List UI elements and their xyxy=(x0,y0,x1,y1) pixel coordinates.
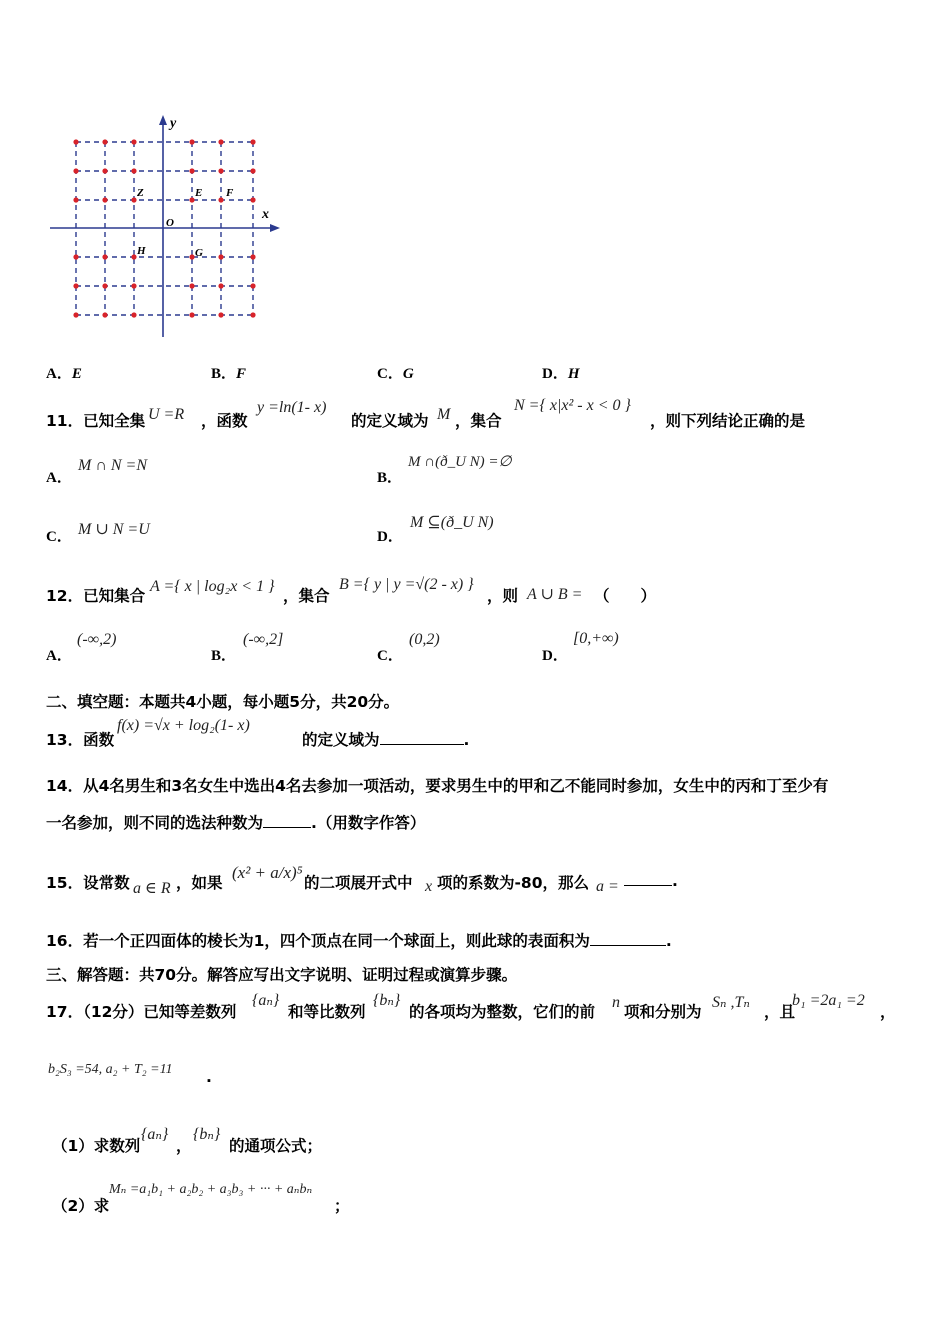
grid-point xyxy=(218,283,223,288)
q11-option-d-math: M ⊆(ð_U N) xyxy=(410,514,494,531)
q15-end: . xyxy=(672,872,678,890)
q16-text: 16．若一个正四面体的棱长为1，四个顶点在同一个球面上，则此球的表面积为 xyxy=(46,932,590,950)
q17-sub2-text-a: （2）求 xyxy=(52,1197,110,1215)
grid-point xyxy=(102,312,107,317)
grid-point xyxy=(131,168,136,173)
q11-option-a-label: A． xyxy=(46,470,72,486)
q17-text-4: 项和分别为 xyxy=(624,1003,702,1021)
q11-math-4: N ={ x|x² - x < 0 } xyxy=(514,397,631,414)
q17-line-2-end: . xyxy=(206,1068,212,1086)
q11-option-b-math: M ∩(ð_U N) =∅ xyxy=(408,454,512,470)
q14-line-2b: .（用数字作答） xyxy=(311,814,426,832)
grid-point xyxy=(189,312,194,317)
q13-text-1: 13．函数 xyxy=(46,731,115,749)
q15-text-3: 的二项展开式中 xyxy=(304,874,413,892)
q13-answer-blank xyxy=(380,730,464,745)
point-label-e: E xyxy=(195,187,203,199)
grid-point xyxy=(73,312,78,317)
grid-point xyxy=(102,139,107,144)
grid-point xyxy=(131,312,136,317)
q15-text-2: ，如果 xyxy=(176,874,223,892)
grid-point xyxy=(189,254,194,259)
grid-point xyxy=(131,139,136,144)
q12-option-c-math: (0,2) xyxy=(409,631,440,648)
q11-text-5: ，则下列结论正确的是 xyxy=(650,412,806,430)
q12-option-d-math: [0,+∞) xyxy=(573,630,619,647)
q17-sub1-text-a: （1）求数列 xyxy=(52,1137,141,1155)
q12-option-d-label: D． xyxy=(542,648,568,664)
grid-point xyxy=(218,254,223,259)
grid-point xyxy=(189,197,194,202)
grid-point xyxy=(218,139,223,144)
q12-text-4: （ ） xyxy=(594,587,657,605)
q17-text-3: 的各项均为整数，它们的前 xyxy=(409,1003,596,1021)
q13-math-1: f(x) =√x + log₂(1- x) xyxy=(117,717,250,734)
q17-sub1-math-1: {aₙ} xyxy=(141,1126,169,1143)
grid-point xyxy=(102,197,107,202)
grid-point xyxy=(250,168,255,173)
grid-point xyxy=(73,139,78,144)
q14-line-1: 14．从4名男生和3名女生中选出4名去参加一项活动，要求男生中的甲和乙不能同时参加，女生中的丙和丁至少有 xyxy=(46,777,829,795)
grid-point xyxy=(73,283,78,288)
q17-sub1-text-b: ， xyxy=(176,1137,192,1155)
q17-text-1: 17．（12分）已知等差数列 xyxy=(46,1003,237,1021)
grid-point xyxy=(218,168,223,173)
grid-point xyxy=(189,139,194,144)
grid-point xyxy=(218,197,223,202)
q11-text-1: 11．已知全集 xyxy=(46,412,146,430)
q12-math-3: A ∪ B = xyxy=(527,586,583,603)
grid-point xyxy=(189,168,194,173)
q14-answer-blank xyxy=(263,813,311,828)
q15-math-2: (x² + a/x)⁵ xyxy=(232,863,303,882)
grid-point xyxy=(73,197,78,202)
grid-point xyxy=(131,197,136,202)
q11-math-3: M xyxy=(437,406,451,423)
q16-answer-blank xyxy=(590,931,666,946)
point-label-z: Z xyxy=(137,187,144,199)
q13-end: . xyxy=(463,731,470,749)
q13-text-2-label: 的定义域为 xyxy=(302,731,380,749)
q11-option-d-label: D． xyxy=(377,529,403,545)
grid-point xyxy=(73,168,78,173)
grid-point xyxy=(131,283,136,288)
grid-point xyxy=(250,312,255,317)
option-label: A． xyxy=(46,366,72,382)
q17-math-1: {aₙ} xyxy=(252,992,280,1009)
grid-point xyxy=(218,312,223,317)
grid-point xyxy=(73,254,78,259)
grid-point xyxy=(250,254,255,259)
q11-math-1: U =R xyxy=(148,406,185,423)
q17-sub2-text-b: ； xyxy=(334,1197,350,1215)
q17-math-5: b₁ =2a₁ =2 xyxy=(792,992,865,1009)
q12-text-1: 12．已知集合 xyxy=(46,587,146,605)
q17-text-5: ，且 xyxy=(764,1003,796,1021)
q17-line-2-math: b₂S₃ =54, a₂ + T₂ =11 xyxy=(48,1062,173,1077)
point-label-h: H xyxy=(137,245,146,257)
q14-line-2a: 一名参加，则不同的选法种数为 xyxy=(46,814,264,832)
option-label: C． xyxy=(377,366,403,382)
grid-point xyxy=(250,139,255,144)
y-axis-label: y xyxy=(170,116,177,131)
option-label: B． xyxy=(211,366,237,382)
q12-math-1: A ={ x | log₂x < 1 } xyxy=(150,578,275,595)
q15-math-3: x xyxy=(425,878,433,895)
q17-math-3: n xyxy=(612,994,620,1011)
grid-point xyxy=(102,283,107,288)
q10-option-b xyxy=(211,362,246,383)
q15-math-4: a = xyxy=(596,878,619,895)
question-16 xyxy=(46,929,672,951)
q17-text-2: 和等比数列 xyxy=(288,1003,366,1021)
option-value: G xyxy=(402,366,414,382)
q15-text-1: 15．设常数 xyxy=(46,874,130,892)
q10-option-c xyxy=(377,362,414,383)
grid-point xyxy=(102,168,107,173)
q12-option-a-label: A． xyxy=(46,648,72,664)
q12-text-3: ，则 xyxy=(487,587,519,605)
grid-point xyxy=(131,254,136,259)
q17-math-4: Sₙ ,Tₙ xyxy=(712,994,750,1011)
point-label-f: F xyxy=(226,187,234,199)
q11-text-3: 的定义域为 xyxy=(351,412,429,430)
q12-text-2: ，集合 xyxy=(283,587,330,605)
x-axis-label: x xyxy=(262,207,269,222)
q12-option-c-label: C． xyxy=(377,648,403,664)
option-value: E xyxy=(71,366,82,382)
q12-math-2: B ={ y | y =√(2 - x) } xyxy=(339,576,474,593)
q17-sub2-math: Mₙ =a₁b₁ + a₂b₂ + a₃b₃ + ··· + aₙbₙ xyxy=(109,1182,313,1197)
grid-point xyxy=(250,283,255,288)
q11-option-a-math: M ∩ N =N xyxy=(78,457,148,474)
q11-option-c-math: M ∪ N =U xyxy=(78,521,150,538)
q11-option-b-label: B． xyxy=(377,470,403,486)
grid-point xyxy=(189,283,194,288)
q17-math-2: {bₙ} xyxy=(373,992,401,1009)
coordinate-grid-figure xyxy=(40,105,300,350)
q15-math-1: a ∈ R xyxy=(133,880,171,897)
q17-sub1-math-2: {bₙ} xyxy=(193,1126,221,1143)
axes xyxy=(50,115,280,337)
q11-text-4: ，集合 xyxy=(455,412,502,430)
option-value: H xyxy=(567,366,580,382)
grid-point xyxy=(102,254,107,259)
origin-label: O xyxy=(166,217,174,229)
q11-math-2: y =ln(1- x) xyxy=(257,399,327,416)
q10-option-a xyxy=(46,362,82,383)
option-value: F xyxy=(236,366,247,382)
q16-end: . xyxy=(665,932,672,950)
q15-text-4: 项的系数为-80，那么 xyxy=(437,874,590,892)
q14-line-2 xyxy=(46,811,425,833)
grid-point xyxy=(250,197,255,202)
point-label-g: G xyxy=(195,247,203,259)
option-label: D． xyxy=(542,366,568,382)
section-2-heading: 二、填空题：本题共4小题，每小题5分，共20分。 xyxy=(46,693,400,711)
section-3-heading: 三、解答题：共70分。解答应写出文字说明、证明过程或演算步骤。 xyxy=(46,966,518,984)
q12-option-b-math: (-∞,2] xyxy=(243,631,284,648)
q12-option-b-label: B． xyxy=(211,648,237,664)
q13-text-2 xyxy=(302,728,469,750)
q15-answer-blank xyxy=(624,871,672,886)
q11-text-2: ，函数 xyxy=(201,412,248,430)
q12-option-a-math: (-∞,2) xyxy=(77,631,117,648)
q15-blank-wrap xyxy=(624,871,678,890)
q10-option-d xyxy=(542,362,580,383)
q11-option-c-label: C． xyxy=(46,529,72,545)
q17-text-6: ， xyxy=(880,1003,896,1021)
q17-sub1-text-c: 的通项公式； xyxy=(229,1137,323,1155)
